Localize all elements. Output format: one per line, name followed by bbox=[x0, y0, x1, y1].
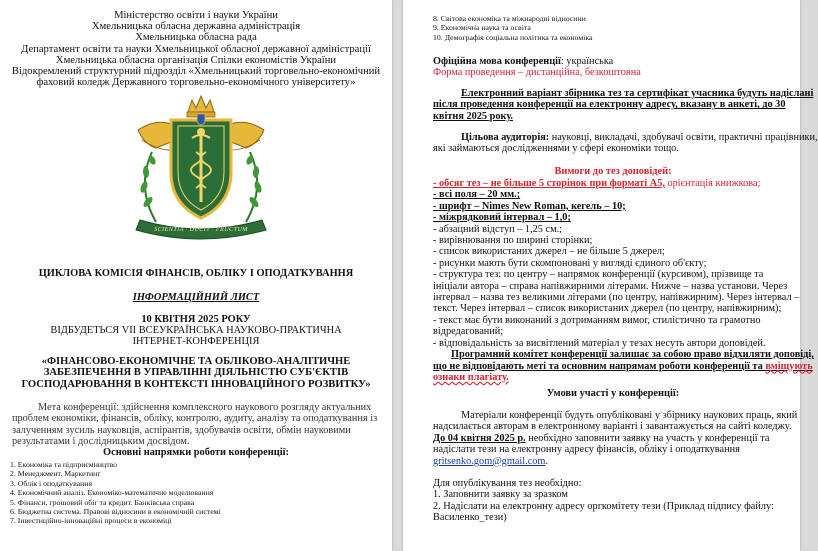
event-date: 10 КВІТНЯ 2025 РОКУ bbox=[141, 314, 251, 325]
audience-text: науковці, викладачі, здобувачі освіти, практичні працівники, bbox=[549, 132, 818, 143]
college-emblem bbox=[126, 92, 276, 242]
conference-title-line: «ФІНАНСОВО-ЕКОНОМІЧНЕ ТА ОБЛІКОВО-АНАЛІТИЧНЕ bbox=[41, 356, 351, 367]
publish-step: Василенко_тези) bbox=[433, 512, 507, 524]
req-structure: ініціали автора – справа напівжирними літерами. Нижче – назва установи. Через bbox=[433, 280, 788, 292]
notice-line: Електронний варіант збірника тез та сертифікат учасника будуть надіслані bbox=[461, 88, 814, 99]
language-line bbox=[433, 56, 793, 67]
contact-email-link[interactable]: gritsenko.gom@gmail.com bbox=[433, 455, 546, 467]
publish-heading: Для опублікування тез необхідно: bbox=[433, 478, 582, 489]
event-line: ІНТЕРНЕТ-КОНФЕРЕНЦІЯ bbox=[132, 336, 260, 348]
requirements-heading: Вимоги до тез доповідей: bbox=[554, 166, 672, 177]
left-page bbox=[0, 0, 392, 551]
list-item: 1. Економіка та підприємництво bbox=[10, 460, 118, 469]
req-fields: - всі поля – 20 мм.; bbox=[433, 189, 521, 201]
deadline: До 04 квітня 2025 р. bbox=[433, 432, 526, 444]
ministry-header bbox=[0, 10, 392, 88]
req-interval: - міжрядковий інтервал – 1,0; bbox=[433, 212, 571, 224]
event-announcement bbox=[0, 314, 392, 348]
notice-line: квітня 2025 року. bbox=[433, 110, 514, 122]
header-line: Міністерство освіти і науки України bbox=[114, 10, 278, 21]
committee-line: що не відповідають меті та основним напрямам роботи конференції та bbox=[433, 360, 766, 372]
conference-title-line: ЗАБЕЗПЕЧЕННЯ В УПРАВЛІННІ ДІЯЛЬНІСТЮ СУБ'ЄКТІВ bbox=[43, 367, 349, 379]
conference-title-line: ГОСПОДАРЮВАННЯ В КОНТЕКСТІ ІННОВАЦІЙНОГО РОЗВИТКУ» bbox=[21, 378, 371, 390]
list-item: 9. Економічна наука та освіта bbox=[433, 23, 531, 33]
list-item: 4. Економічний аналіз. Економіко-математичне моделювання bbox=[10, 488, 214, 498]
directions-list-continued bbox=[433, 14, 793, 42]
list-item: 2. Менеджмент. Маркетинг bbox=[10, 469, 101, 479]
notice-line: після проведення конференції на електронну адресу, вказану в анкеті, до 30 bbox=[433, 99, 786, 111]
list-item: 5. Фінанси, грошовий обіг та кредит. Банківська справа bbox=[10, 497, 195, 507]
materials-line: надсилається авторам в електронному варіанті і завантажується на сайті коледжу. bbox=[433, 421, 792, 433]
req-item: - абзацний відступ – 1,25 см.; bbox=[433, 223, 563, 235]
list-item: 3. Облік і оподаткування bbox=[10, 478, 93, 488]
requirements-list bbox=[433, 178, 814, 383]
list-item: 8. Світова економіка та міжнародні відносини bbox=[433, 14, 586, 23]
req-style: - текст має бути виконаний з дотриманням вимог, стилістично та грамотно bbox=[433, 314, 761, 326]
conditions-heading: Умови участі у конференції: bbox=[546, 388, 680, 399]
format-line: Форма проведення – дистанційна, безкоштовна bbox=[433, 67, 641, 78]
committee-highlight: вміщують bbox=[765, 360, 813, 372]
req-item: - вирівнювання по ширині сторінки; bbox=[433, 235, 593, 247]
directions-heading: Основні напрямки роботи конференції: bbox=[103, 447, 289, 458]
header-line: Хмельницька обласна організація Спілки економістів України bbox=[55, 54, 337, 66]
goal-line: результатами і дослідницьким досвідом. bbox=[12, 436, 190, 448]
goal-line: Мета конференції: здійснення комплексного наукового розгляду актуальних bbox=[38, 402, 372, 413]
goal-line: проблем економіки, фінансів, обліку, контролю, аудиту, аналізу та оподаткування із bbox=[12, 413, 378, 425]
audience-block bbox=[433, 132, 818, 155]
email-period: . bbox=[545, 455, 549, 467]
deadline-tail: необхідно заповнити заявку на участь у конференції та bbox=[525, 432, 770, 444]
goal-line: залученням зусиль науковців, аспірантів, здобувачів освіти, обмін науковими bbox=[12, 424, 351, 436]
committee-last: ознаки плагіату. bbox=[433, 371, 509, 383]
committee-line: Програмний комітет конференції залишає за собою право відхиляти доповіді, bbox=[451, 349, 814, 361]
header-line: фаховий коледж Державного торговельно-економічного університету» bbox=[36, 77, 356, 89]
audience-line: які займаються дослідженнями у сфері економіки тощо. bbox=[433, 143, 679, 155]
materials-line: Матеріали конференції будуть опубліковані у збірнику наукових праць, який bbox=[461, 410, 798, 421]
audience-label: Цільова аудиторія: bbox=[461, 132, 550, 143]
req-structure: текст. Через інтервал – список використаних джерел (по центру, напівжирним); bbox=[433, 303, 782, 315]
req-volume-tail: орієнтація книжкова; bbox=[664, 178, 761, 189]
header-line: Хмельницька обласна рада bbox=[135, 32, 257, 44]
publish-step: 2. Надіслати на електронну адресу оргкомітету тези (Приклад підпису файлу: bbox=[433, 500, 774, 512]
req-item: - рисунки мають бути скомпоновані у вигляді єдиного об'єкту; bbox=[433, 257, 707, 269]
req-item: - список використаних джерел – не більше 5 джерел; bbox=[433, 246, 665, 258]
motto-text: SCIENTIA · DUCIT · FRUCTUM bbox=[154, 226, 248, 233]
commission-title: ЦИКЛОВА КОМІСІЯ ФІНАНСІВ, ОБЛІКУ І ОПОДАТКУВАННЯ bbox=[38, 268, 354, 279]
info-letter-title: ІНФОРМАЦІЙНИЙ ЛИСТ bbox=[132, 292, 260, 303]
header-line: Хмельницька обласна державна адміністрація bbox=[91, 21, 301, 33]
crown-icon bbox=[188, 96, 214, 112]
language-label: Офіційна мова конференції bbox=[433, 56, 561, 67]
publish-step: 1. Заповнити заявку за зразком bbox=[433, 489, 568, 501]
publish-block bbox=[433, 478, 795, 524]
directions-list bbox=[10, 460, 390, 526]
right-page bbox=[403, 0, 818, 551]
header-line: Відокремлений структурний підрозділ «Хмельницький торговельно-економічний bbox=[11, 66, 381, 78]
header-line: Департамент освіти та науки Хмельницької обласної державної адміністрації bbox=[21, 43, 371, 55]
req-responsibility: - відповідальність за висвітлений матеріал у тезах несуть автори доповідей. bbox=[433, 337, 766, 349]
req-volume: - обсяг тез – не більше 5 сторінок при форматі А5, bbox=[433, 178, 665, 189]
conditions-block bbox=[433, 410, 798, 467]
language-value: : українська bbox=[560, 56, 614, 67]
conference-goal bbox=[12, 402, 384, 448]
send-line: надіслати тези на електронну адресу фінансів, обліку і оподаткування bbox=[433, 444, 740, 456]
conference-title bbox=[0, 356, 392, 390]
req-font: - шрифт – Nimes New Roman, кегель – 10; bbox=[433, 200, 626, 212]
req-structure: інтервал – назва тез великими літерами (по центру, напівжирним). Через інтервал – bbox=[433, 292, 800, 304]
req-style: відредагований; bbox=[433, 326, 504, 338]
req-structure: - структура тез: по центру – напрямок конференції (курсивом), прізвище та bbox=[433, 269, 764, 281]
list-item: 7. Інвестиційно-інноваційні процеси в економіці bbox=[10, 516, 172, 526]
electronic-notice bbox=[433, 88, 814, 122]
list-item: 10. Демографія соціальна політика та економіка bbox=[433, 32, 593, 42]
list-item: 6. Бюджетна система. Правові відносини в економічній системі bbox=[10, 507, 221, 517]
event-line: ВІДБУДЕТЬСЯ VII ВСЕУКРАЇНСЬКА НАУКОВО-ПРАКТИЧНА bbox=[50, 325, 342, 337]
